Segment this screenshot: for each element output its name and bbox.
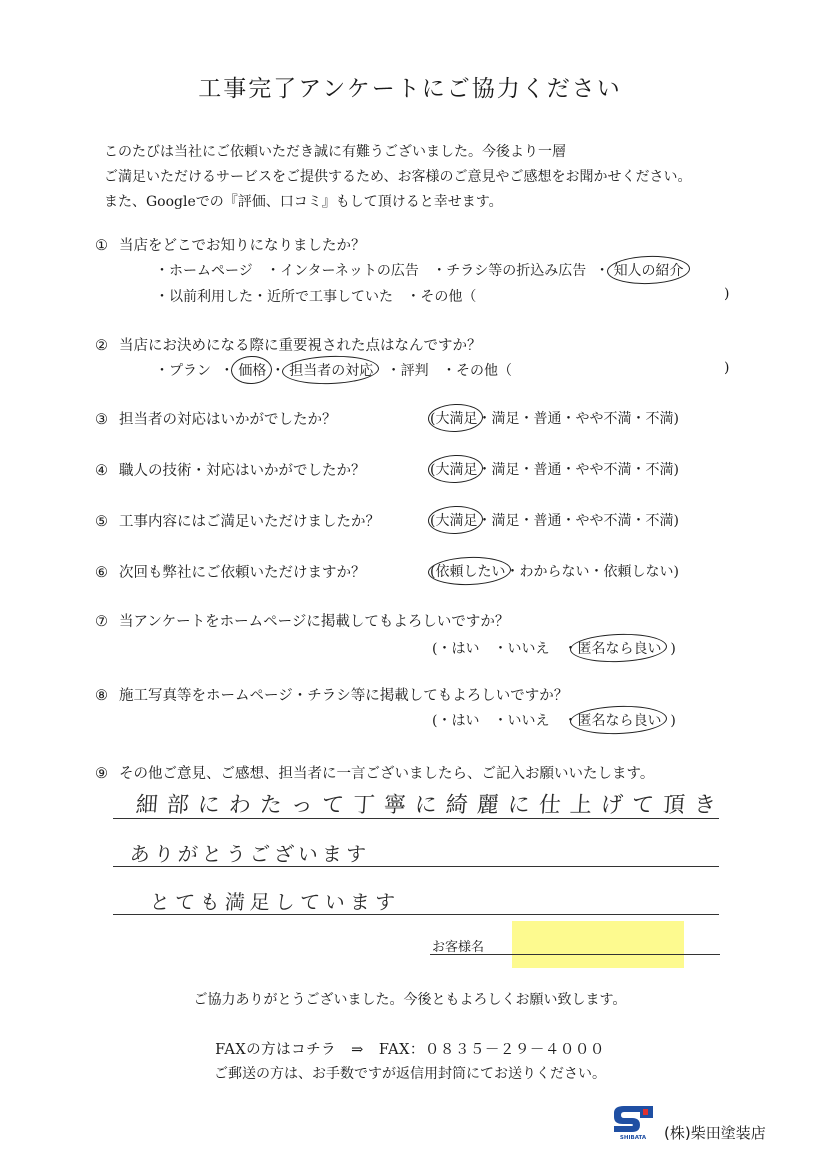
customer-name-field[interactable]	[430, 954, 720, 955]
fax-info: FAXの方はコチラ ⇒ FAX：０８３５－２９－４０００	[215, 1042, 605, 1058]
q1-options-row1	[155, 260, 684, 280]
answer-rule[interactable]	[113, 914, 719, 915]
question-number: ⑦	[95, 614, 108, 630]
paren-open: (	[430, 513, 436, 529]
q1-options-row2	[155, 286, 476, 306]
question-7	[95, 610, 509, 631]
rating-very-satisfied-selected[interactable]: 大満足	[435, 459, 477, 479]
option-reputation[interactable]: ・評判	[386, 363, 429, 379]
yes-no-options[interactable]: (・はい ・いいえ ・	[432, 641, 578, 657]
question-4	[95, 459, 366, 480]
question-3	[95, 408, 337, 429]
paren-open: (	[430, 564, 436, 580]
handwritten-answer-line: 細部にわたって丁寧に綺麗に仕上げて頂き	[134, 793, 726, 818]
question-8	[95, 684, 568, 705]
shibata-logo-icon	[610, 1103, 656, 1141]
customer-name-redaction	[512, 921, 684, 968]
option-referral-selected[interactable]: 知人の紹介	[614, 260, 684, 280]
option-other[interactable]: ・その他（	[406, 289, 477, 305]
q3-rating	[430, 408, 679, 428]
option-internet-ad[interactable]: ・インターネットの広告	[266, 263, 419, 279]
question-1	[95, 234, 366, 255]
answer-rule[interactable]	[113, 818, 719, 819]
question-text: その他ご意見、ご感想、担当者に一言ございましたら、ご記入お願いいたします。	[119, 766, 655, 782]
question-text: 次回も弊社にご依頼いただけますか？	[119, 565, 366, 581]
question-6	[95, 561, 366, 582]
question-5	[95, 510, 380, 531]
question-number: ②	[95, 338, 108, 354]
option-anonymous-selected[interactable]: 匿名なら良い	[577, 710, 661, 730]
question-text: 当店をどこでお知りになりましたか？	[119, 238, 366, 254]
q2-options	[155, 360, 512, 380]
question-text: 工事内容にはご満足いただけましたか？	[119, 514, 380, 530]
intro-line: このたびは当社にご依頼いただき誠に有難うございました。今後より一層	[104, 144, 566, 160]
question-number: ⑨	[95, 766, 108, 782]
bullet: ・	[270, 363, 285, 379]
question-number: ⑥	[95, 565, 108, 581]
question-number: ①	[95, 238, 108, 254]
question-text: 職人の技術・対応はいかがでしたか？	[119, 463, 366, 479]
customer-name-label: お客様名	[432, 940, 485, 955]
question-2	[95, 334, 482, 355]
option-request-again-selected[interactable]: 依頼したい	[435, 561, 505, 581]
question-number: ⑧	[95, 688, 108, 704]
q6-options	[430, 561, 679, 581]
company-name: (株)柴田塗装店	[664, 1124, 766, 1142]
q8-options	[432, 710, 676, 730]
question-number: ④	[95, 463, 108, 479]
q7-options	[432, 638, 676, 658]
bullet: ・	[219, 363, 234, 379]
bullet: ・	[595, 263, 610, 279]
intro-line: ご満足いただけるサービスをご提供するため、お客様のご意見やご感想をお聞かせください。	[104, 169, 692, 185]
rating-other-options[interactable]: ・満足・普通・やや不満・不満)	[477, 462, 679, 478]
mail-info: ご郵送の方は、お手数ですが返信用封筒にてお送りください。	[214, 1066, 606, 1082]
rating-other-options[interactable]: ・満足・普通・やや不満・不満)	[477, 513, 679, 529]
answer-rule[interactable]	[113, 866, 719, 867]
question-number: ⑤	[95, 514, 108, 530]
paren-open: (	[430, 462, 436, 478]
question-text: 担当者の対応はいかがでしたか？	[119, 412, 337, 428]
option-other[interactable]: ・その他（	[441, 363, 512, 379]
option-previous-or-nearby[interactable]: ・以前利用した・近所で工事していた	[155, 289, 393, 305]
option-plan[interactable]: ・プラン	[155, 363, 211, 379]
option-staff-response-selected[interactable]: 担当者の対応	[289, 360, 373, 380]
option-price-selected[interactable]: 価格	[238, 360, 266, 380]
rating-other-options[interactable]: ・満足・普通・やや不満・不満)	[477, 411, 679, 427]
yes-no-options[interactable]: (・はい ・いいえ ・	[432, 713, 578, 729]
question-text: 当アンケートをホームページに掲載してもよろしいですか？	[119, 614, 510, 630]
option-anonymous-selected[interactable]: 匿名なら良い	[577, 638, 661, 658]
paren-close: )	[724, 360, 730, 376]
paren-close: )	[724, 286, 730, 302]
question-9	[95, 762, 654, 783]
q4-rating	[430, 459, 679, 479]
option-homepage[interactable]: ・ホームページ	[155, 263, 253, 279]
paren-close: )	[670, 641, 676, 657]
intro-line: また、Googleでの『評価、口コミ』もして頂けると幸せます。	[104, 194, 503, 210]
paren-open: (	[430, 411, 436, 427]
handwritten-answer-line: ありがとうございます	[129, 842, 371, 866]
rating-very-satisfied-selected[interactable]: 大満足	[435, 510, 477, 530]
question-text: 施工写真等をホームページ・チラシ等に掲載してもよろしいですか？	[119, 688, 569, 704]
other-options[interactable]: ・わからない・依頼しない)	[505, 564, 679, 580]
handwritten-answer-line: とても満足しています	[149, 890, 401, 914]
q5-rating	[430, 510, 679, 530]
paren-close: )	[670, 713, 676, 729]
page-title: 工事完了アンケートにご協力ください	[198, 76, 622, 102]
question-number: ③	[95, 412, 108, 428]
thanks-text: ご協力ありがとうございました。今後ともよろしくお願い致します。	[193, 992, 627, 1008]
logo-text: SHIBATA	[619, 1135, 647, 1141]
rating-very-satisfied-selected[interactable]: 大満足	[435, 408, 477, 428]
question-text: 当店にお決めになる際に重要視された点はなんですか？	[119, 338, 482, 354]
intro-text	[104, 140, 764, 215]
option-flyer[interactable]: ・チラシ等の折込み広告	[432, 263, 587, 279]
